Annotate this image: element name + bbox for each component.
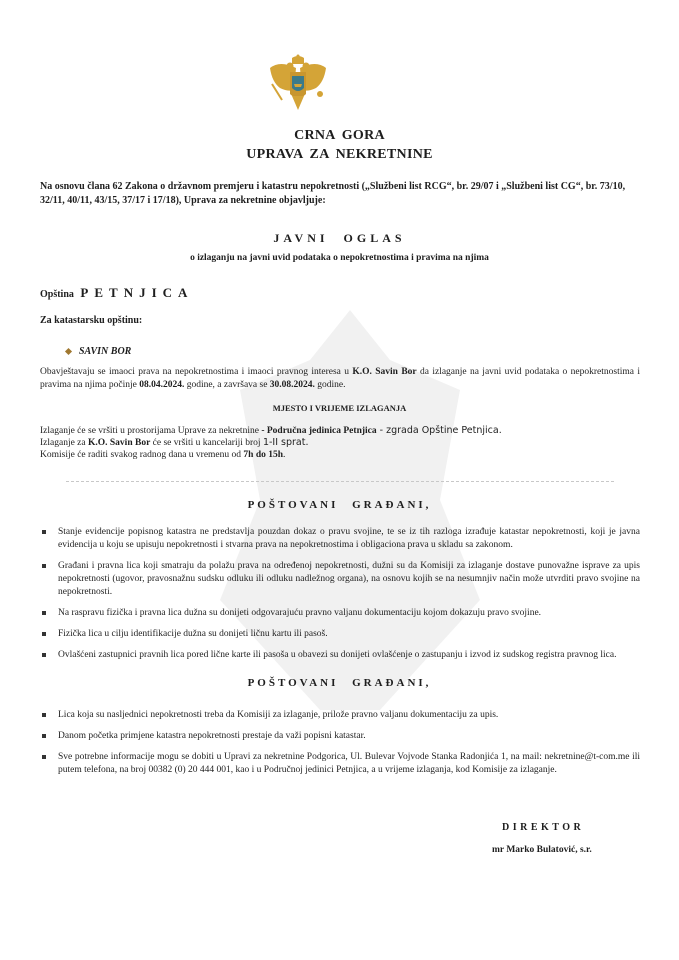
list-item [40, 709, 640, 722]
section-1-list [40, 526, 640, 670]
bullet-icon [42, 734, 46, 738]
working-hours: 7h do 15h [243, 450, 284, 460]
section-2-list [40, 709, 640, 785]
dashed-divider [66, 481, 614, 482]
location-text: . [283, 450, 286, 460]
location-text: Izlaganje će se vršiti u prostorijama Uprave za nekretnine [40, 426, 262, 436]
list-item-text: Fizička lica u cilju identifikacije dužna su donijeti ličnu kartu ili pasoš. [58, 629, 328, 639]
location-line-1 [40, 425, 640, 437]
notice-text: da izlaganje na javni uvid podataka o nepokretnostima i pravima na njima počinje [40, 367, 640, 390]
notice-paragraph [40, 366, 640, 392]
location-text: će se vršiti u kancelariji broj [150, 438, 263, 448]
notice-text: godine. [314, 380, 346, 390]
cadastral-item [66, 346, 131, 357]
list-item-text: Ovlašćeni zastupnici pravnih lica pored lične karte ili pasoša u obavezi su donijeti ovlašćenje o zastupanju i izvod iz sudskog registra pravnog lica. [58, 650, 617, 660]
list-item [40, 628, 640, 641]
municipality-name: PETNJICA [80, 285, 194, 300]
section-1-title: POŠTOVANI GRAĐANI, [247, 499, 432, 511]
list-item-text: Na raspravu fizička i pravna lica dužna su donijeti odgovarajuću pravno valjanu dokumentaciju kojom dokazuju pravo svojine. [58, 608, 542, 618]
bullet-icon [42, 632, 46, 636]
list-item [40, 607, 640, 620]
header-country: CRNA GORA [294, 128, 385, 143]
header-agency: UPRAVA ZA NEKRETNINE [246, 147, 433, 162]
list-item [40, 730, 640, 743]
location-building: - zgrada Opštine Petnjica. [376, 425, 502, 436]
coat-of-arms-icon [266, 54, 330, 116]
list-item-text: Danom početka primjene katastra nepokretnosti prestaje da važi popisni katastar. [58, 731, 366, 741]
notice-text: Obavještavaju se imaoci prava na nepokretnostima i imaoci pravnog interesa u [40, 367, 353, 377]
location-line-3 [40, 449, 640, 461]
list-item [40, 649, 640, 662]
start-date: 08.04.2024. [139, 380, 185, 390]
notice-subtitle: o izlaganju na javni uvid podataka o nepokretnostima i pravima na njima [190, 253, 489, 263]
diamond-bullet-icon [65, 348, 72, 355]
section-2-title: POŠTOVANI GRAĐANI, [247, 677, 432, 689]
bullet-icon [42, 653, 46, 657]
list-item [40, 526, 640, 552]
location-text: Izlaganje za [40, 438, 88, 448]
location-line-2 [40, 437, 640, 449]
notice-ko: K.O. Savin Bor [352, 367, 417, 377]
location-room: 1-II sprat. [262, 437, 309, 448]
list-item-text: Sve potrebne informacije mogu se dobiti u Upravi za nekretnine Podgorica, Ul. Bulevar Vojvode Stanka Radonjića 1, na mail: nekretnine@t-com.me ili putem telefona, na broj 00382 (0) 20 444 001, kao i u Područnoj jedinici Petnjica, a u vrijeme izlaganja, kod Komisije za izlaganje. [58, 752, 640, 775]
cadastral-label: Za katastarsku opštinu: [40, 315, 143, 326]
signatory-name: mr Marko Bulatović, s.r. [492, 845, 592, 855]
bullet-icon [42, 611, 46, 615]
bullet-icon [42, 564, 46, 568]
list-item-text: Stanje evidencije popisnog katastra ne predstavlja pouzdan dokaz o pravu svojine, te se iz tih razloga izrađuje katastar nepokretnosti, koji je javna evidencija u koju se upisuju nepokretnosti i stvarna prava na nepokretnostima i obligaciona prava u skladu sa zakonom. [58, 527, 640, 550]
municipality-line [40, 285, 193, 301]
list-item [40, 560, 640, 599]
bullet-icon [42, 755, 46, 759]
municipality-label: Opština [40, 289, 74, 300]
cadastral-item-name: SAVIN BOR [79, 346, 132, 357]
signatory-title: DIREKTOR [502, 822, 585, 833]
list-item-text: Lica koja su nasljednici nepokretnosti treba da Komisiji za izlaganje, prilože pravno valjanu dokumentaciju za upis. [58, 710, 499, 720]
list-item [40, 751, 640, 777]
location-text: Komisije će raditi svakog radnog dana u vremenu od [40, 450, 244, 460]
legal-basis-paragraph: Na osnovu člana 62 Zakona o državnom premjeru i katastru nepokretnosti („Službeni list RCG“, br. 29/07 i „Službeni list CG“, br. 73/10, 32/11, 40/11, 43/15, 37/17 i 17/18), Uprava za nekretnine objavljuje: [40, 181, 626, 206]
list-item-text: Građani i pravna lica koji smatraju da polažu prava na određenoj nepokretnosti, dužni su da Komisiji za izlaganje dostave punovažne isprave za upis nepokretnosti (ugovor, pravosnažnu sudsku odluku ili odluku nadležnog organa), na osnovu kojih se na nesumnjiv način može utvrditi pravo svojine na nepokretnosti. [58, 561, 640, 597]
notice-text: godine, a završava se [184, 380, 270, 390]
bullet-icon [42, 713, 46, 717]
notice-title: JAVNI OGLAS [273, 231, 406, 245]
location-details [40, 425, 640, 461]
location-ko: K.O. Savin Bor [88, 438, 151, 448]
end-date: 30.08.2024. [269, 380, 315, 390]
location-office: - Područna jedinica Petnjica [261, 426, 377, 436]
location-title: MJESTO I VRIJEME IZLAGANJA [272, 403, 407, 413]
bullet-icon [42, 530, 46, 534]
